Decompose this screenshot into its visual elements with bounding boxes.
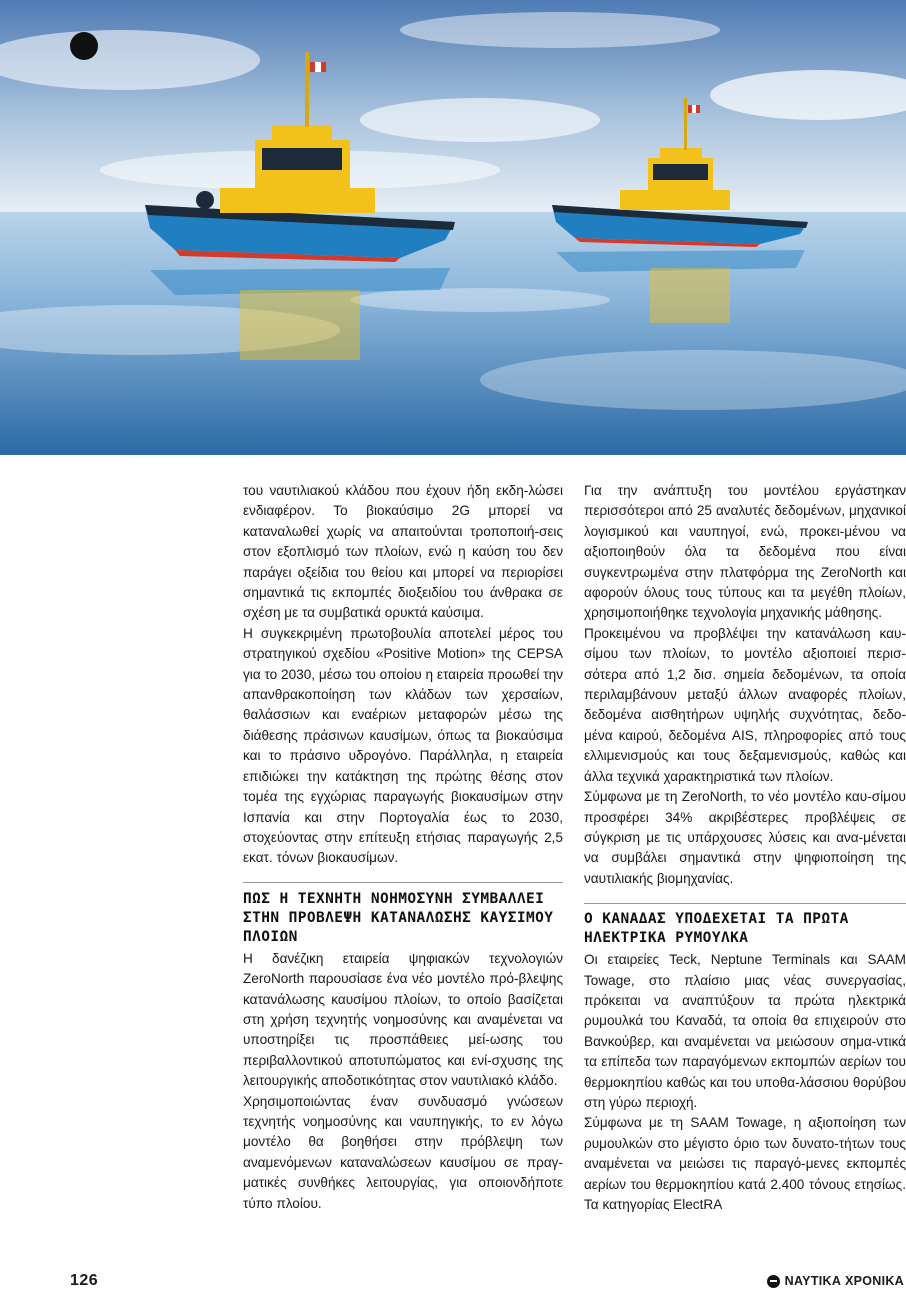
- section-heading-ai-fuel: ΠΩΣ Η ΤΕΧΝΗΤΗ ΝΟΗΜΟΣΥΝΗ ΣΥΜΒΑΛΛΕΙ ΣΤΗΝ ΠΡΟΒΛΕΨΗ ΚΑΤΑΝΑΛΩΣΗΣ ΚΑΥΣΙΜΟΥ ΠΛΟΙΩΝ: [243, 890, 554, 945]
- hero-photo: [0, 0, 906, 455]
- magazine-logo-icon: [70, 32, 98, 60]
- paragraph: του ναυτιλιακού κλάδου που έχουν ήδη εκδη-λώσει ενδιαφέρον. Το βιοκαύσιμο 2G μπορεί να καταναλωθεί χωρίς να απαιτούνται τροποποιή-σεις στον εξοπλισμό των πλοίων, ενώ η καύση του δεν παράγει οξείδια του θείου και μπορεί να περιορίσει σημαντικά τις εκπομπές διοξειδίου του άνθρακα σε σχέση με τα συμβατικά ορυκτά καύσιμα.: [243, 483, 563, 621]
- paragraph: Η δανέζικη εταιρεία ψηφιακών τεχνολογιών ZeroNorth παρουσίασε ένα νέο μοντέλο πρό-βλεψης κατανάλωσης καυσίμου πλοίων, το οποίο βασίζεται στη χρήση τεχνητής νοημοσύνης και αναμένεται να υποστηρίξει τις προσπάθειες μεί-ωσης του περιβαλλοντικού αποτυπώματος και ενί-σχυσης της λειτουργικής αποδοτικότητας στον ναυτιλιακό κλάδο.: [243, 950, 563, 1089]
- tugboats-illustration: [0, 0, 906, 455]
- paragraph: Η συγκεκριμένη πρωτοβουλία αποτελεί μέρος του στρατηγικού σχεδίου «Positive Motion» της CEPSA για το 2030, μέσω του οποίου η εταιρεία προωθεί την απανθρακοποίηση των κλάδων των χερσαίων, θαλάσσιων και εναέριων μεταφορών μέσω της διάθεσης πράσινων καυσίμων, όπως τα βιοκαύσιμα και το πράσινο υδρογόνο. Παράλληλα, η εταιρεία επιδιώκει την κατάκτηση της πρώτης θέσης στον τομέα της εγχώριας παραγωγής βιοκαυσίμων στην Ισπανία και στην Πορτογαλία έως το 2030, στοχεύοντας στην επίτευξη ετήσιας παραγωγής 2,5 εκατ. τόνων βιοκαυσίμων.: [243, 625, 563, 866]
- section-heading-electric-tugs: Ο ΚΑΝΑΔΑΣ ΥΠΟΔΕΧΕΤΑΙ ΤΑ ΠΡΩΤΑ ΗΛΕΚΤΡΙΚΑ ΡΥΜΟΥΛΚΑ: [584, 911, 849, 947]
- brand-name: ΝΑΥΤΙΚΑ ΧΡΟΝΙΚΑ: [784, 1274, 904, 1288]
- page-number: 126: [70, 1272, 99, 1289]
- section-divider: [243, 882, 563, 883]
- brand-logo-icon: [767, 1275, 780, 1288]
- paragraph: Οι εταιρείες Teck, Neptune Terminals και SAAM Towage, στο πλαίσιο μιας νέας συνεργασίας, πρόκειται να αναπτύξουν τα πρώτα ηλεκτρικά ρυμουλκά του Καναδά, τα οποία θα επιχειρούν στο Βανκούβερ, και αναμένεται να μειώσουν σημα-ντικά τα επίπεδα των παραγόμενων εκπομπών αερίων του θερμοκηπίου καθώς και του υποθα-λάσσιου θορύβου στη γύρω περιοχή.: [584, 952, 906, 1110]
- section-divider: [584, 903, 906, 904]
- paragraph: Προκειμένου να προβλέψει την κατανάλωση καυ-σίμου των πλοίων, το μοντέλο αξιοποιεί περισ-σότερα από 1,2 δισ. σημεία δεδομένων, τα οποία περιλαμβάνουν μεταξύ άλλων αναφορές πλοίων, δεδομένα αισθητήρων υψηλής συχνότητας, δεδο-μένα καιρού, δεδομένα AIS, πληροφορίες από τους ελλιμενισμούς και τους δεξαμενισμούς, καθώς και άλλα τεχνικά χαρακτηριστικά των πλοίων.: [584, 625, 906, 784]
- paragraph: Χρησιμοποιώντας έναν συνδυασμό γνώσεων τεχνητής νοημοσύνης και ναυπηγικής, το εν λόγω μοντέλο θα βοηθήσει στην πρόβλεψη των αναμενόμενων καταναλώσεων καυσίμου σε πραγ-ματικές συνθήκες λειτουργίας, για οποιονδήποτε τύπο πλοίου.: [243, 1093, 563, 1211]
- paragraph: Σύμφωνα με τη ZeroNorth, το νέο μοντέλο καυ-σίμου προσφέρει 34% ακριβέστερες προβλέψεις σε σύγκριση με τις υπάρχουσες λύσεις και ανα-μένεται να συμβάλει σημαντικά στην ψηφιοποίηση της ναυτιλιακής βιομηχανίας.: [584, 789, 906, 886]
- paragraph: Για την ανάπτυξη του μοντέλου εργάστηκαν περισσότεροι από 25 αναλυτές δεδομένων, μηχανικοί λογισμικού και ναυπηγοί, ενώ, προκει-μένου να αξιοποιηθούν όλα τα δεδομένα που είναι συγκεντρωμένα στην πλατφόρμα της ZeroNorth και αφορούν όλους τους τύπους και τα μεγέθη πλοίων, χρησιμοποιήθηκε τεχνολογία μηχανικής μάθησης.: [584, 483, 906, 621]
- left-column: [243, 481, 563, 1214]
- footer-brand: [767, 1274, 904, 1288]
- paragraph: Σύμφωνα με τη SAAM Towage, η αξιοποίηση των ρυμουλκών στο μέγιστο όριο των δυνατο-τήτων τους αναμένεται να μειώσει τις παραγό-μενες εκπομπές αερίων του θερμοκηπίου κατά 2.400 τόνους ετησίως. Τα κατηγορίας ElectRA: [584, 1115, 906, 1212]
- right-column: [584, 481, 906, 1215]
